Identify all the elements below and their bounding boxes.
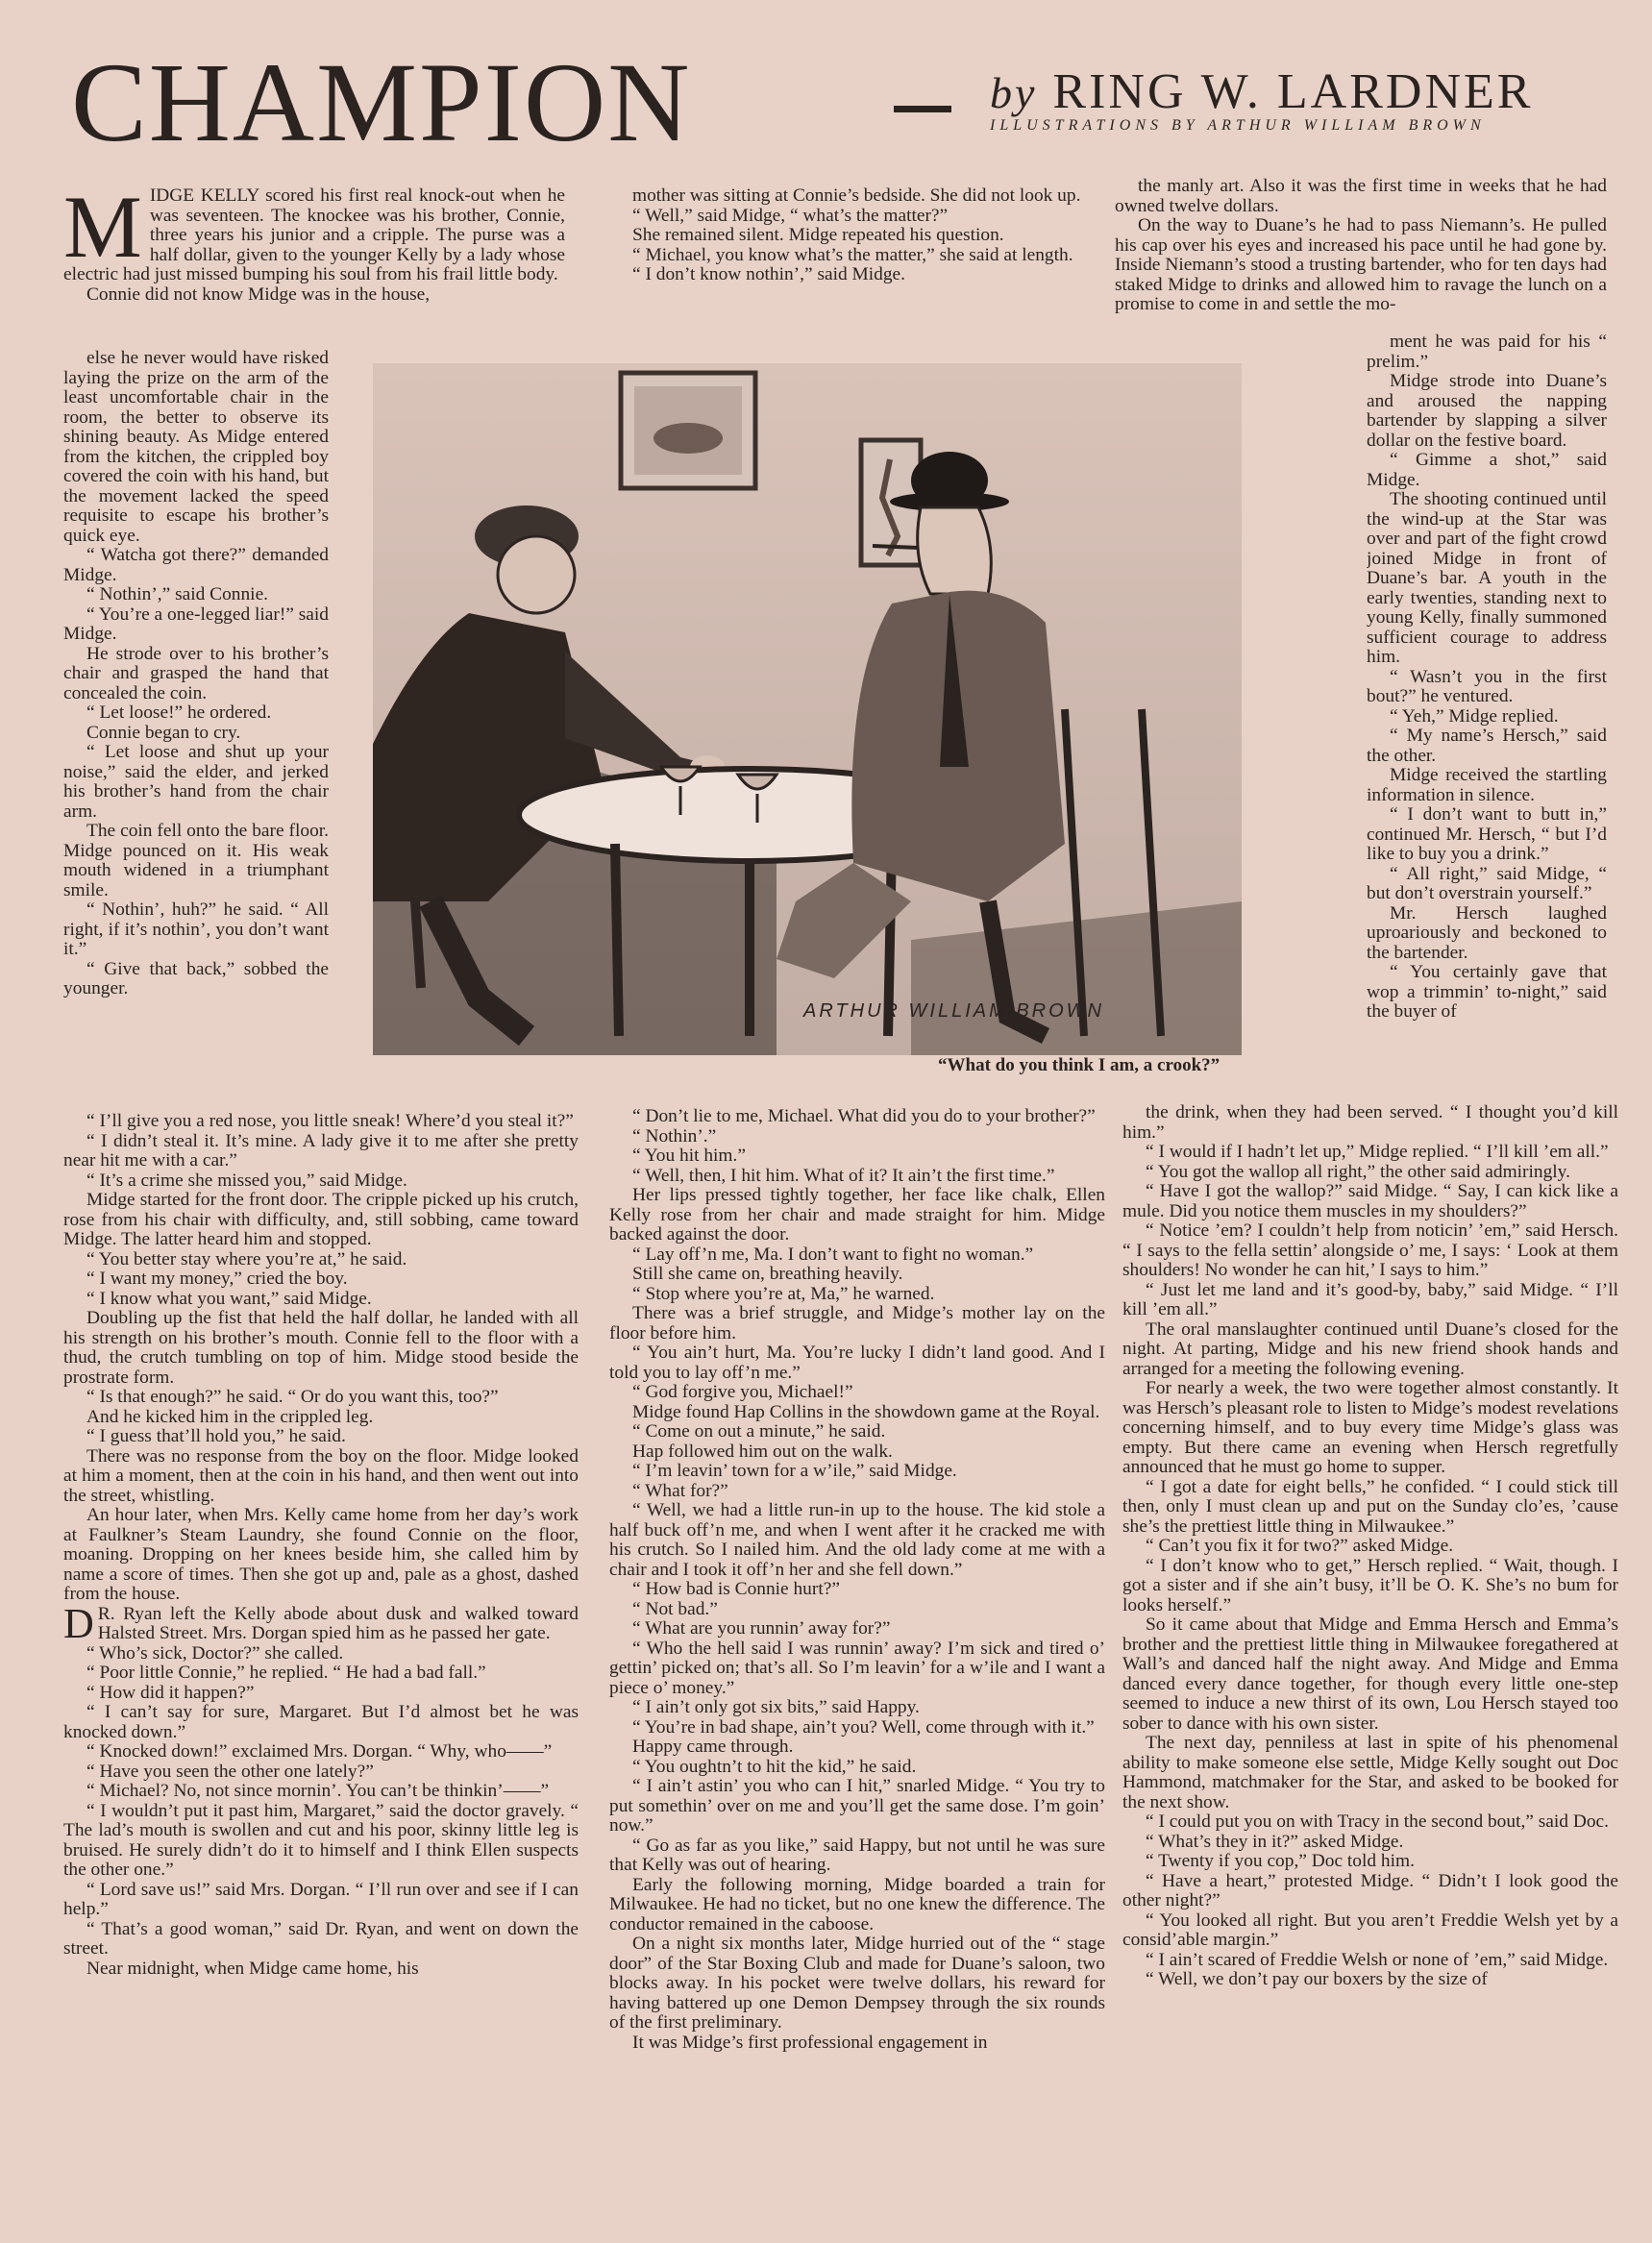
paragraph: “ Nothin’.”	[632, 1125, 717, 1146]
paragraph: “ I guess that’ll hold you,” he said.	[86, 1426, 346, 1446]
paragraph: “ You hit him.”	[632, 1146, 746, 1166]
drop-cap: D	[63, 1599, 94, 1647]
paragraph: “ I got a date for eight bells,” he confided. “ I could stick till then, only I must clean up and put on the Sunday clo’es, ’cause she’s the prettiest little thing in Milwaukee.”	[1122, 1476, 1618, 1537]
paragraph: “ Let loose!” he ordered.	[86, 702, 272, 723]
paragraph: “ You ain’t hurt, Ma. You’re lucky I didn’t land good. And I told you to lay off’n me.”	[609, 1343, 1105, 1383]
paragraph: “ Let loose and shut up your noise,” said the elder, and jerked his brother’s hand from the chair arm.	[63, 742, 329, 822]
paragraph: She remained silent. Midge repeated his question.	[632, 225, 1004, 245]
paragraph: “ How did it happen?”	[86, 1682, 255, 1703]
paragraph: “ You’re a one-legged liar!” said Midge.	[63, 604, 329, 644]
paragraph: “ I don’t know who to get,” Hersch replied. “ Wait, though. I got a sister and if she ain’t busy, it’ll be O. K. She’s no bum for looks herself.”	[1122, 1555, 1618, 1615]
paragraph: “ It’s a crime she missed you,” said Midge.	[86, 1170, 407, 1191]
paragraph: There was no response from the boy on the floor. Midge looked at him a moment, then at the coin in his hand, and then went out into the street, whistling.	[63, 1445, 579, 1506]
column-1-top	[63, 186, 565, 352]
paragraph: “ You better stay where you’re at,” he said.	[86, 1248, 407, 1269]
paragraph: An hour later, when Mrs. Kelly came home from her day’s work at Faulkner’s Steam Laundry, she found Connie on the floor, moaning. Dropping on her knees beside him, she called him by name a score of times. Then she got up and, pale as a ghost, dashed from the house.	[63, 1505, 579, 1604]
paragraph: And he kicked him in the crippled leg.	[86, 1406, 374, 1427]
paragraph: “ Have you seen the other one lately?”	[86, 1761, 374, 1782]
illustration-caption: “What do you think I am, a crook?”	[938, 1055, 1221, 1075]
paragraph: Hap followed him out on the walk.	[632, 1441, 893, 1462]
paragraph: The next day, penniless at last in spite of his phenomenal ability to make someone else settle, Midge Kelly sought out Doc Hammond, matchmaker for the Star, and asked to be booked for the next show.	[1122, 1733, 1618, 1812]
paragraph: “ I want my money,” cried the boy.	[86, 1269, 348, 1289]
paragraph: “ I ain’t only got six bits,” said Happy.	[632, 1697, 920, 1717]
paragraph: “ What for?”	[632, 1480, 728, 1501]
column-3-narrow	[1367, 333, 1607, 1109]
column-1-narrow	[63, 349, 329, 1118]
paragraph: For nearly a week, the two were together almost constantly. It was Hersch’s pleasant role to listen to Midge’s modest revelations concerning himself, and to buy every time Midge’s glass was empty. But there came an evening when Hersch regretfully announced that he must go home to supper.	[1122, 1378, 1618, 1477]
paragraph: “ Nothin’,” said Connie.	[86, 584, 269, 604]
paragraph: On a night six months later, Midge hurried out of the “ stage door” of the Star Boxing Club and made for Duane’s saloon, two blocks away. In his pocket were twelve dollars, his reward for having battered up one Demon Dempsey through the six rounds of the first preliminary.	[609, 1934, 1105, 2033]
paragraph: “ I don’t know nothin’,” said Midge.	[632, 264, 905, 284]
paragraph: “ Who’s sick, Doctor?” she called.	[86, 1642, 344, 1664]
paragraph: The oral manslaughter continued until Duane’s closed for the night. At parting, Midge and his new friend shook hands and arranged for a meeting the following evening.	[1122, 1319, 1618, 1379]
paragraph: Midge found Hap Collins in the showdown game at the Royal.	[632, 1401, 1100, 1422]
paragraph: Near midnight, when Midge came home, his	[86, 1958, 419, 1979]
paragraph: “ Michael, you know what’s the matter,” she said at length.	[632, 244, 1073, 265]
paragraph: “ Have a heart,” protested Midge. “ Didn’t I look good the other night?”	[1122, 1870, 1618, 1910]
paragraph: the drink, when they had been served. “ I thought you’d kill him.”	[1122, 1103, 1618, 1143]
column-2-top	[609, 186, 1086, 350]
paragraph: “ Watcha got there?” demanded Midge.	[63, 545, 329, 585]
paragraph: “ I could put you on with Tracy in the second bout,” said Doc.	[1146, 1812, 1610, 1832]
paragraph: “ I ain’t scared of Freddie Welsh or none of ’em,” said Midge.	[1146, 1949, 1609, 1970]
paragraph: “ All right,” said Midge, “ but don’t overstrain yourself.”	[1367, 863, 1607, 903]
paragraph: “ I wouldn’t put it past him, Margaret,” said the doctor gravely. “ The lad’s mouth is swollen and cut and his poor, skinny little leg is bruised. He surely didn’t do it to himself and I think Ellen suspects the other one.”	[63, 1800, 579, 1880]
paragraph: “ I’ll give you a red nose, you little sneak! Where’d you steal it?”	[86, 1112, 574, 1131]
paragraph: Midge received the startling information in silence.	[1367, 765, 1607, 805]
paragraph: “ I can’t say for sure, Margaret. But I’d almost bet he was knocked down.”	[63, 1702, 579, 1742]
paragraph: “ Lay off’n me, Ma. I don’t want to fight no woman.”	[632, 1244, 1034, 1265]
paragraph: “ Can’t you fix it for two?” asked Midge.	[1146, 1536, 1454, 1556]
paragraph: “ Don’t lie to me, Michael. What did you do to your brother?”	[632, 1107, 1096, 1126]
paragraph: “ Well, we don’t pay our boxers by the size of	[1146, 1969, 1488, 1989]
paragraph: “ Wasn’t you in the first bout?” he ventured.	[1367, 666, 1607, 706]
paragraph: “ What are you runnin’ away for?”	[632, 1618, 891, 1639]
paragraph: It was Midge’s first professional engagement in	[632, 2032, 988, 2053]
paragraph: The coin fell onto the bare floor. Midge pounced on it. His weak mouth widened in a triumphant smile.	[63, 821, 329, 900]
paragraph: “ Have I got the wallop?” said Midge. “ Say, I can kick like a mule. Did you notice them muscles in my shoulders?”	[1122, 1181, 1618, 1221]
byline	[990, 63, 1533, 120]
paragraph: He strode over to his brother’s chair and grasped the hand that concealed the coin.	[63, 643, 329, 703]
paragraph: “ Give that back,” sobbed the younger.	[63, 958, 329, 998]
paragraph: There was a brief struggle, and Midge’s mother lay on the floor before him.	[609, 1303, 1105, 1343]
paragraph: “ You oughtn’t to hit the kid,” he said.	[632, 1756, 917, 1777]
paragraph: The shooting continued until the wind-up at the Star was over and part of the fight crowd joined Midge in front of Duane’s bar. A youth in the early twenties, standing next to young Kelly, finally summoned sufficient courage to address him.	[1367, 489, 1607, 667]
paragraph: “ Stop where you’re at, Ma,” he warned.	[632, 1283, 935, 1304]
drop-cap: M	[63, 186, 142, 276]
paragraph: ment he was paid for his “ prelim.”	[1367, 333, 1607, 372]
paragraph: else he never would have risked laying the prize on the arm of the least uncomfortable chair in the room, the better to observe its shining beauty. As Midge entered from the kitchen, the crippled boy covered the coin with his hand, but the movement lacked the speed requisite to escape his brother’s quick eye.	[63, 349, 329, 546]
paragraph: Midge strode into Duane’s and aroused the napping bartender by slapping a silver dollar on the festive board.	[1367, 371, 1607, 451]
paragraph: “ Just let me land and it’s good-by, baby,” said Midge. “ I’ll kill ’em all.”	[1122, 1279, 1618, 1319]
paragraph: “ You certainly gave that wop a trimmin’ to-night,” said the buyer of	[1367, 962, 1607, 1022]
paragraph: “ Well,” said Midge, “ what’s the matter?”	[632, 205, 949, 226]
paragraph: “ My name’s Hersch,” said the other.	[1367, 726, 1607, 766]
column-1-bottom	[63, 1112, 579, 2236]
paragraph: On the way to Duane’s he had to pass Niemann’s. He pulled his cap over his eyes and increased his pace until he had gone by. Inside Niemann’s stood a trusting bartender, who for ten days had staked Midge to drinks and allowed him to ravage the lunch on a promise to come in and settle the mo-	[1115, 215, 1607, 314]
paragraph: Connie began to cry.	[86, 722, 241, 743]
section-lead-paragraph: D R. Ryan left the Kelly abode about dusk and walked toward Halsted Street. Mrs. Dorgan spied him as he passed her gate.	[63, 1599, 579, 1647]
paragraph: Midge started for the front door. The cripple picked up his crutch, rose from his chair with difficulty, and, still sobbing, came toward Midge. The latter heard him and stopped.	[63, 1190, 579, 1249]
column-3-top	[1115, 177, 1607, 336]
paragraph: “ Poor little Connie,” he replied. “ He had a bad fall.”	[86, 1663, 486, 1683]
paragraph: “ Lord save us!” said Mrs. Dorgan. “ I’ll run over and see if I can help.”	[63, 1879, 579, 1919]
paragraph: Her lips pressed tightly together, her face like chalk, Ellen Kelly rose from her chair and made straight for him. Midge backed against the door.	[609, 1185, 1105, 1245]
paragraph: “ What’s they in it?” asked Midge.	[1146, 1831, 1404, 1852]
paragraph: So it came about that Midge and Emma Hersch and Emma’s brother and the prettiest little thing in Milwaukee foregathered at Wall’s and danced half the night away. And Midge and Emma danced every dance together, for though every little one-step seemed to induce a new thirst of its own, Lou Hersch stayed too sober to dance with his own sister.	[1122, 1614, 1618, 1734]
title-dash	[894, 106, 951, 112]
paragraph: the manly art. Also it was the first time in weeks that he had owned twelve dollars.	[1115, 177, 1607, 216]
paragraph: “ Twenty if you cop,” Doc told him.	[1146, 1851, 1415, 1871]
paragraph: Early the following morning, Midge boarded a train for Milwaukee. He had no ticket, but no one knew the difference. The conductor remained in the caboose.	[609, 1874, 1105, 1935]
paragraph: “ You’re in bad shape, ain’t you? Well, come through with it.”	[632, 1716, 1095, 1738]
paragraph: “ Well, we had a little run-in up to the house. The kid stole a half buck off’n me, and when I went after it he cracked me with his crutch. So I nailed him. And the old lady come at me with a chair and I took it off’n her and she fell down.”	[609, 1500, 1105, 1580]
paragraph: “ I’m leavin’ town for a w’ile,” said Midge.	[632, 1461, 957, 1481]
paragraph: “ I know what you want,” said Midge.	[86, 1288, 372, 1309]
paragraph: “ I would if I hadn’t let up,” Midge replied. “ I’ll kill ’em all.”	[1146, 1142, 1609, 1162]
column-3-bottom	[1122, 1103, 1618, 2237]
paragraph: “ I ain’t astin’ you who can I hit,” snarled Midge. “ You try to put somethin’ over on me and you’ll get the same dose. I’m goin’ now.”	[609, 1776, 1105, 1836]
byline-by: by	[990, 68, 1038, 117]
paragraph: “ Not bad.”	[632, 1598, 718, 1619]
column-2-bottom	[609, 1107, 1105, 2236]
saloon-illustration	[373, 363, 1242, 1055]
story-title: CHAMPION	[71, 39, 692, 165]
paragraph: “ God forgive you, Michael!”	[632, 1382, 853, 1402]
paragraph: “ Knocked down!” exclaimed Mrs. Dorgan. “ Why, who——”	[86, 1741, 553, 1762]
paragraph: Still she came on, breathing heavily.	[632, 1264, 903, 1284]
paragraph: “ I don’t want to butt in,” continued Mr. Hersch, “ but I’d like to buy you a drink.”	[1367, 804, 1607, 864]
paragraph: “ Gimme a shot,” said Midge.	[1367, 450, 1607, 490]
paragraph: “ Is that enough?” he said. “ Or do you want this, too?”	[86, 1387, 499, 1407]
paragraph: “ How bad is Connie hurt?”	[632, 1579, 840, 1599]
paragraph: “ You looked all right. But you aren’t Freddie Welsh yet by a consid’able margin.”	[1122, 1910, 1618, 1950]
paragraph: “ Who the hell said I was runnin’ away? I’m sick and tired o’ gettin’ picked on; that’s all. So I’m leavin’ for a w’ile and I want a piece o’ money.”	[609, 1638, 1105, 1698]
paragraph: “ That’s a good woman,” said Dr. Ryan, and went on down the street.	[63, 1918, 579, 1959]
paragraph: “ Nothin’, huh?” he said. “ All right, if it’s nothin’, you don’t want it.”	[63, 900, 329, 959]
lead-paragraph: MIDGE KELLY scored his first real knock-out when he was seventeen. The knockee was his brother, Connie, three years his junior and a cripple. The purse was a half dollar, given to the younger Kelly by a lady whose electric had just missed bumping his soul from his frail little body.	[63, 186, 565, 284]
paragraph: Mr. Hersch laughed uproariously and beckoned to the bartender.	[1367, 902, 1607, 963]
paragraph: “ Well, then, I hit him. What of it? It ain’t the first time.”	[632, 1165, 1055, 1186]
author-name: RING W. LARDNER	[1052, 64, 1534, 119]
paragraph: Connie did not know Midge was in the house,	[86, 283, 431, 305]
paragraph: “ Go as far as you like,” said Happy, but not until he was sure that Kelly was out of hearing.	[609, 1835, 1105, 1875]
paragraph: Doubling up the fist that held the half dollar, he landed with all his strength on his brother’s mouth. Connie fell to the floor with a thud, the crutch tumbling on top of him. Midge stood beside the prostrate form.	[63, 1308, 579, 1388]
paragraph: “ Michael? No, not since mornin’. You can’t be thinkin’——”	[86, 1781, 550, 1801]
paragraph: “ I didn’t steal it. It’s mine. A lady give it to me after she pretty near hit me with a car.”	[63, 1130, 579, 1171]
paragraph: “ Notice ’em? I couldn’t help from noticin’ ’em,” said Hersch. “ I says to the fella settin’ alongside o’ me, I says: ‘ Look at them shoulders! No wonder he can hit,’ I says to him.”	[1122, 1220, 1618, 1280]
illustrator-signature: ARTHUR WILLIAM BROWN	[803, 1000, 1104, 1022]
paragraph: mother was sitting at Connie’s bedside. She did not look up.	[632, 186, 1081, 206]
paragraph: Happy came through.	[632, 1737, 794, 1757]
illustrator-credit: ILLUSTRATIONS BY ARTHUR WILLIAM BROWN	[990, 117, 1486, 134]
paragraph: “ Yeh,” Midge replied.	[1390, 705, 1559, 727]
paragraph: “ You got the wallop all right,” the other said admiringly.	[1146, 1161, 1570, 1182]
paragraph: “ Come on out a minute,” he said.	[632, 1421, 886, 1442]
